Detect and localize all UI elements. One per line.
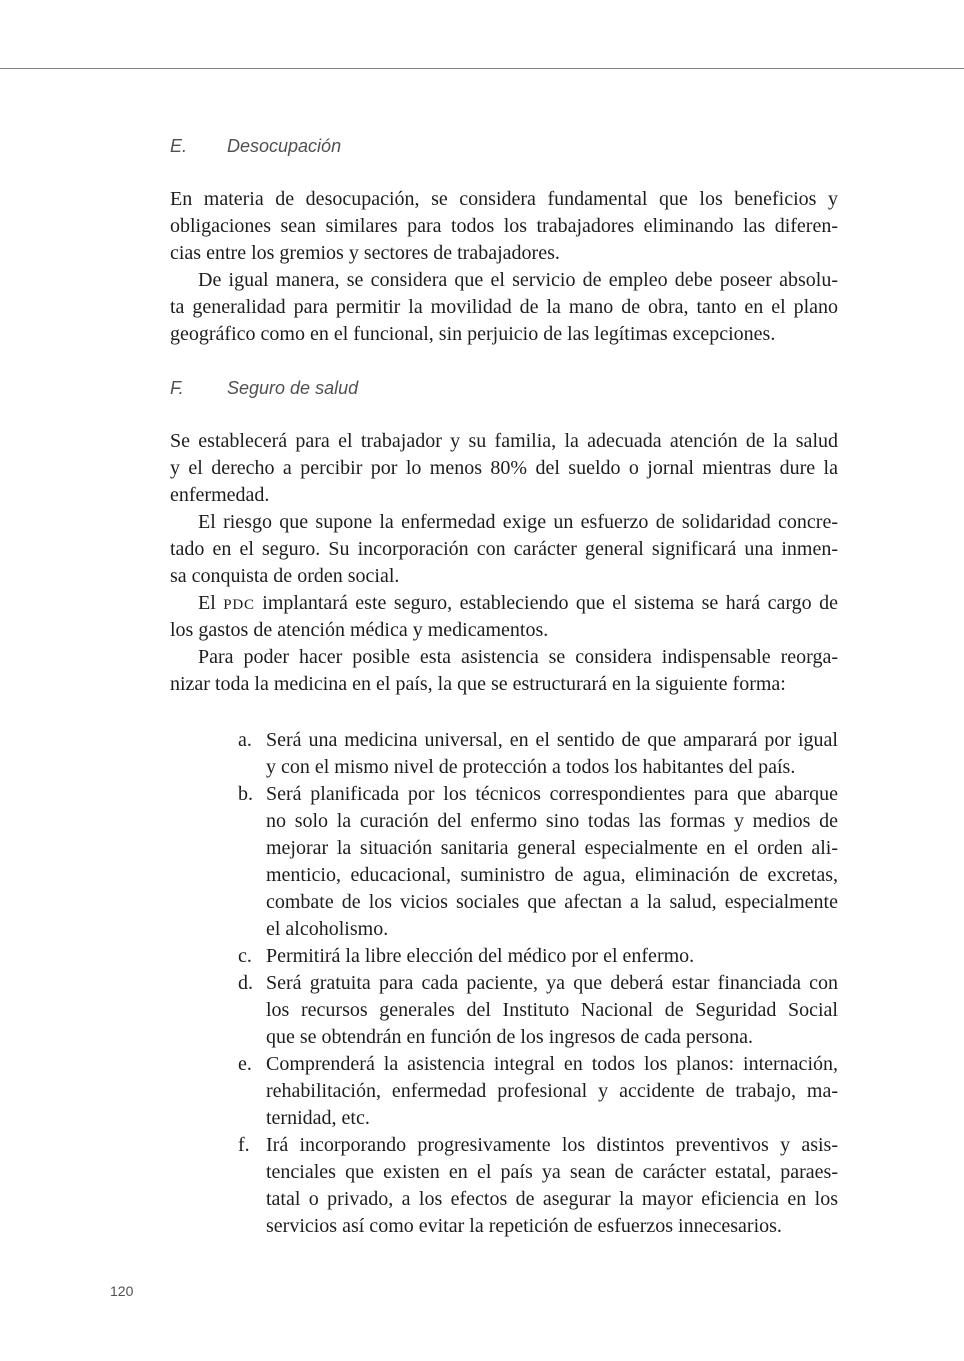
text-line: Para poder hacer posible esta asistencia se considera indispensable reorga- <box>198 646 838 668</box>
text-line: Será una medicina universal, en el sentido de que amparará por igual <box>266 729 838 751</box>
list-item <box>170 1132 838 1240</box>
text-line: no solo la curación del enfermo sino todas las formas y medios de <box>266 810 838 832</box>
section-body-f <box>170 428 838 698</box>
paragraph <box>170 590 838 644</box>
list-marker: f. <box>238 1134 250 1156</box>
pdc-abbreviation: PDC <box>223 597 255 613</box>
text-line: enfermedad. <box>170 484 270 506</box>
text-line: En materia de desocupación, se considera fundamental que los beneficios y <box>170 188 838 210</box>
section-letter: E. <box>170 136 188 156</box>
text-line: ternidad, etc. <box>266 1107 370 1129</box>
text-line: Permitirá la libre elección del médico por el enfermo. <box>266 945 695 967</box>
text-line: los recursos generales del Instituto Nacional de Seguridad Social <box>266 999 838 1021</box>
list-marker: e. <box>238 1053 252 1075</box>
section-heading-e <box>170 133 838 160</box>
list-item <box>170 781 838 943</box>
list-item <box>170 1051 838 1132</box>
text-fragment: implantará este seguro, estableciendo que el sistema se hará cargo de <box>254 592 839 614</box>
text-fragment: El <box>198 592 224 614</box>
list-marker: a. <box>238 729 252 751</box>
text-line: ta generalidad para permitir la movilidad de la mano de obra, tanto en el plano <box>170 296 838 318</box>
section-letter: F. <box>170 378 184 398</box>
text-line: los gastos de atención médica y medicamentos. <box>170 619 549 641</box>
text-line: menticio, educacional, suministro de agua, eliminación de excretas, <box>266 864 838 886</box>
paragraph <box>170 428 838 509</box>
paragraph <box>170 186 838 267</box>
list-marker: c. <box>238 945 252 967</box>
header-rule <box>0 68 964 69</box>
text-line: combate de los vicios sociales que afectan a la salud, especialmente <box>266 891 838 913</box>
text-line <box>170 590 838 617</box>
text-line: obligaciones sean similares para todos los trabajadores eliminando las diferen- <box>170 215 838 237</box>
page-number: 120 <box>110 1283 134 1299</box>
text-line: tado en el seguro. Su incorporación con carácter general significará una inmen- <box>170 538 838 560</box>
paragraph <box>170 509 838 590</box>
section-title: Seguro de salud <box>227 378 359 398</box>
text-line: rehabilitación, enfermedad profesional y accidente de trabajo, ma- <box>266 1080 838 1102</box>
text-line: Será gratuita para cada paciente, ya que deberá estar financiada con <box>266 972 838 994</box>
list-item <box>170 970 838 1051</box>
text-line: Irá incorporando progresivamente los distintos preventivos y asis- <box>266 1134 838 1156</box>
text-line: servicios así como evitar la repetición de esfuerzos innecesarios. <box>266 1215 782 1237</box>
paragraph <box>170 267 838 348</box>
text-line: De igual manera, se considera que el servicio de empleo debe poseer absolu- <box>198 269 838 291</box>
text-line: Comprenderá la asistencia integral en todos los planos: internación, <box>266 1053 838 1075</box>
list-marker: d. <box>238 972 253 994</box>
text-line: mejorar la situación sanitaria general especialmente en el orden ali- <box>266 837 838 859</box>
lettered-list <box>170 727 838 1240</box>
list-item <box>170 727 838 781</box>
text-line: nizar toda la medicina en el país, la que se estructurará en la siguiente forma: <box>170 673 786 695</box>
text-line: y el derecho a percibir por lo menos 80% del sueldo o jornal mientras dure la <box>170 457 838 479</box>
text-line: Se establecerá para el trabajador y su familia, la adecuada atención de la salud <box>170 430 838 452</box>
text-line: sa conquista de orden social. <box>170 565 400 587</box>
text-line: y con el mismo nivel de protección a todos los habitantes del país. <box>266 756 796 778</box>
text-line: El riesgo que supone la enfermedad exige un esfuerzo de solidaridad concre- <box>198 511 838 533</box>
paragraph <box>170 644 838 698</box>
text-line: Será planificada por los técnicos correspondientes para que abarque <box>266 783 838 805</box>
list-marker: b. <box>238 783 253 805</box>
text-line: tenciales que existen en el país ya sean de carácter estatal, paraes- <box>266 1161 838 1183</box>
section-body-e <box>170 186 838 348</box>
text-line: cias entre los gremios y sectores de trabajadores. <box>170 242 560 264</box>
text-line: el alcoholismo. <box>266 918 389 940</box>
section-heading-f <box>170 375 838 402</box>
list-item <box>170 943 838 970</box>
text-line: que se obtendrán en función de los ingresos de cada persona. <box>266 1026 754 1048</box>
text-line: tatal o privado, a los efectos de asegurar la mayor eficiencia en los <box>266 1188 838 1210</box>
section-title: Desocupación <box>227 136 342 156</box>
text-line: geográfico como en el funcional, sin perjuicio de las legítimas excepciones. <box>170 323 776 345</box>
